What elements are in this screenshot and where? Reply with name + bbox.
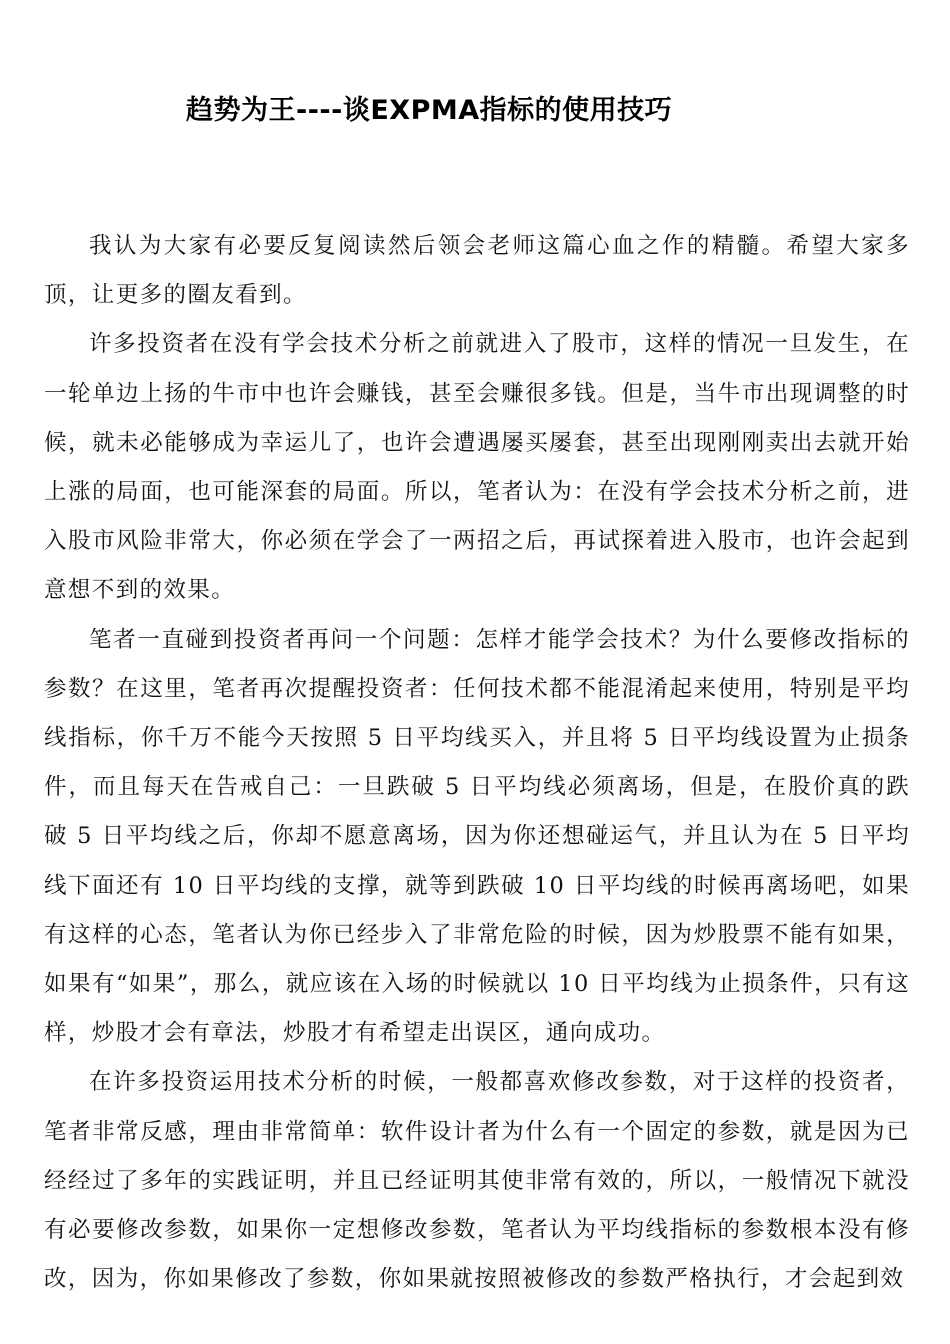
paragraph-moving-average-discipline: 笔者一直碰到投资者再问一个问题：怎样才能学会技术？为什么要修改指标的参数？在这里，笔者再次提醒投资者：任何技术都不能混淆起来使用，特别是平均线指标，你千万不能今天按照 5 日平均线买入，并且将 5 日平均线设置为止损条件，而且每天在告戒自己：一旦跌破 5 日平均线必须离场，但是，在股价真的跌破 5 日平均线之后，你却不愿意离场，因为你还想碰运气，并且认为在 5 日平均线下面还有 10 日平均线的支撑，就等到跌破 10 日平均线的时候再离场吧，如果有这样的心态，笔者认为你已经步入了非常危险的时候，因为炒股票不能有如果，如果有“如果”，那么，就应该在入场的时候就以 10 日平均线为止损条件，只有这样，炒股才会有章法，炒股才有希望走出误区，通向成功。 — [44, 626, 910, 1047]
document-body — [44, 222, 910, 1304]
paragraph-modifying-parameters: 在许多投资运用技术分析的时候，一般都喜欢修改参数，对于这样的投资者，笔者非常反感，理由非常简单：软件设计者为什么有一个固定的参数，就是因为已经经过了多年的实践证明，并且已经证明其使非常有效的，所以，一般情况下就没有必要修改参数，如果你一定想修改参数，笔者认为平均线指标的参数根本没有修改，因为，你如果修改了参数，你如果就按照被修改的参数严格执行，才会起到效 — [44, 1069, 910, 1293]
paragraph-learn-before-entering: 许多投资者在没有学会技术分析之前就进入了股市，这样的情况一旦发生，在一轮单边上扬的牛市中也许会赚钱，甚至会赚很多钱。但是，当牛市出现调整的时候，就未必能够成为幸运儿了，也许会遭遇屡买屡套，甚至出现刚刚卖出去就开始上涨的局面，也可能深套的局面。所以，笔者认为：在没有学会技术分析之前，进入股市风险非常大，你必须在学会了一两招之后，再试探着进入股市，也许会起到意想不到的效果。 — [44, 331, 910, 604]
document-title: 趋势为王----谈EXPMA指标的使用技巧 — [186, 95, 673, 126]
paragraph-intro: 我认为大家有必要反复阅读然后领会老师这篇心血之作的精髓。希望大家多顶，让更多的圈友看到。 — [44, 233, 910, 309]
